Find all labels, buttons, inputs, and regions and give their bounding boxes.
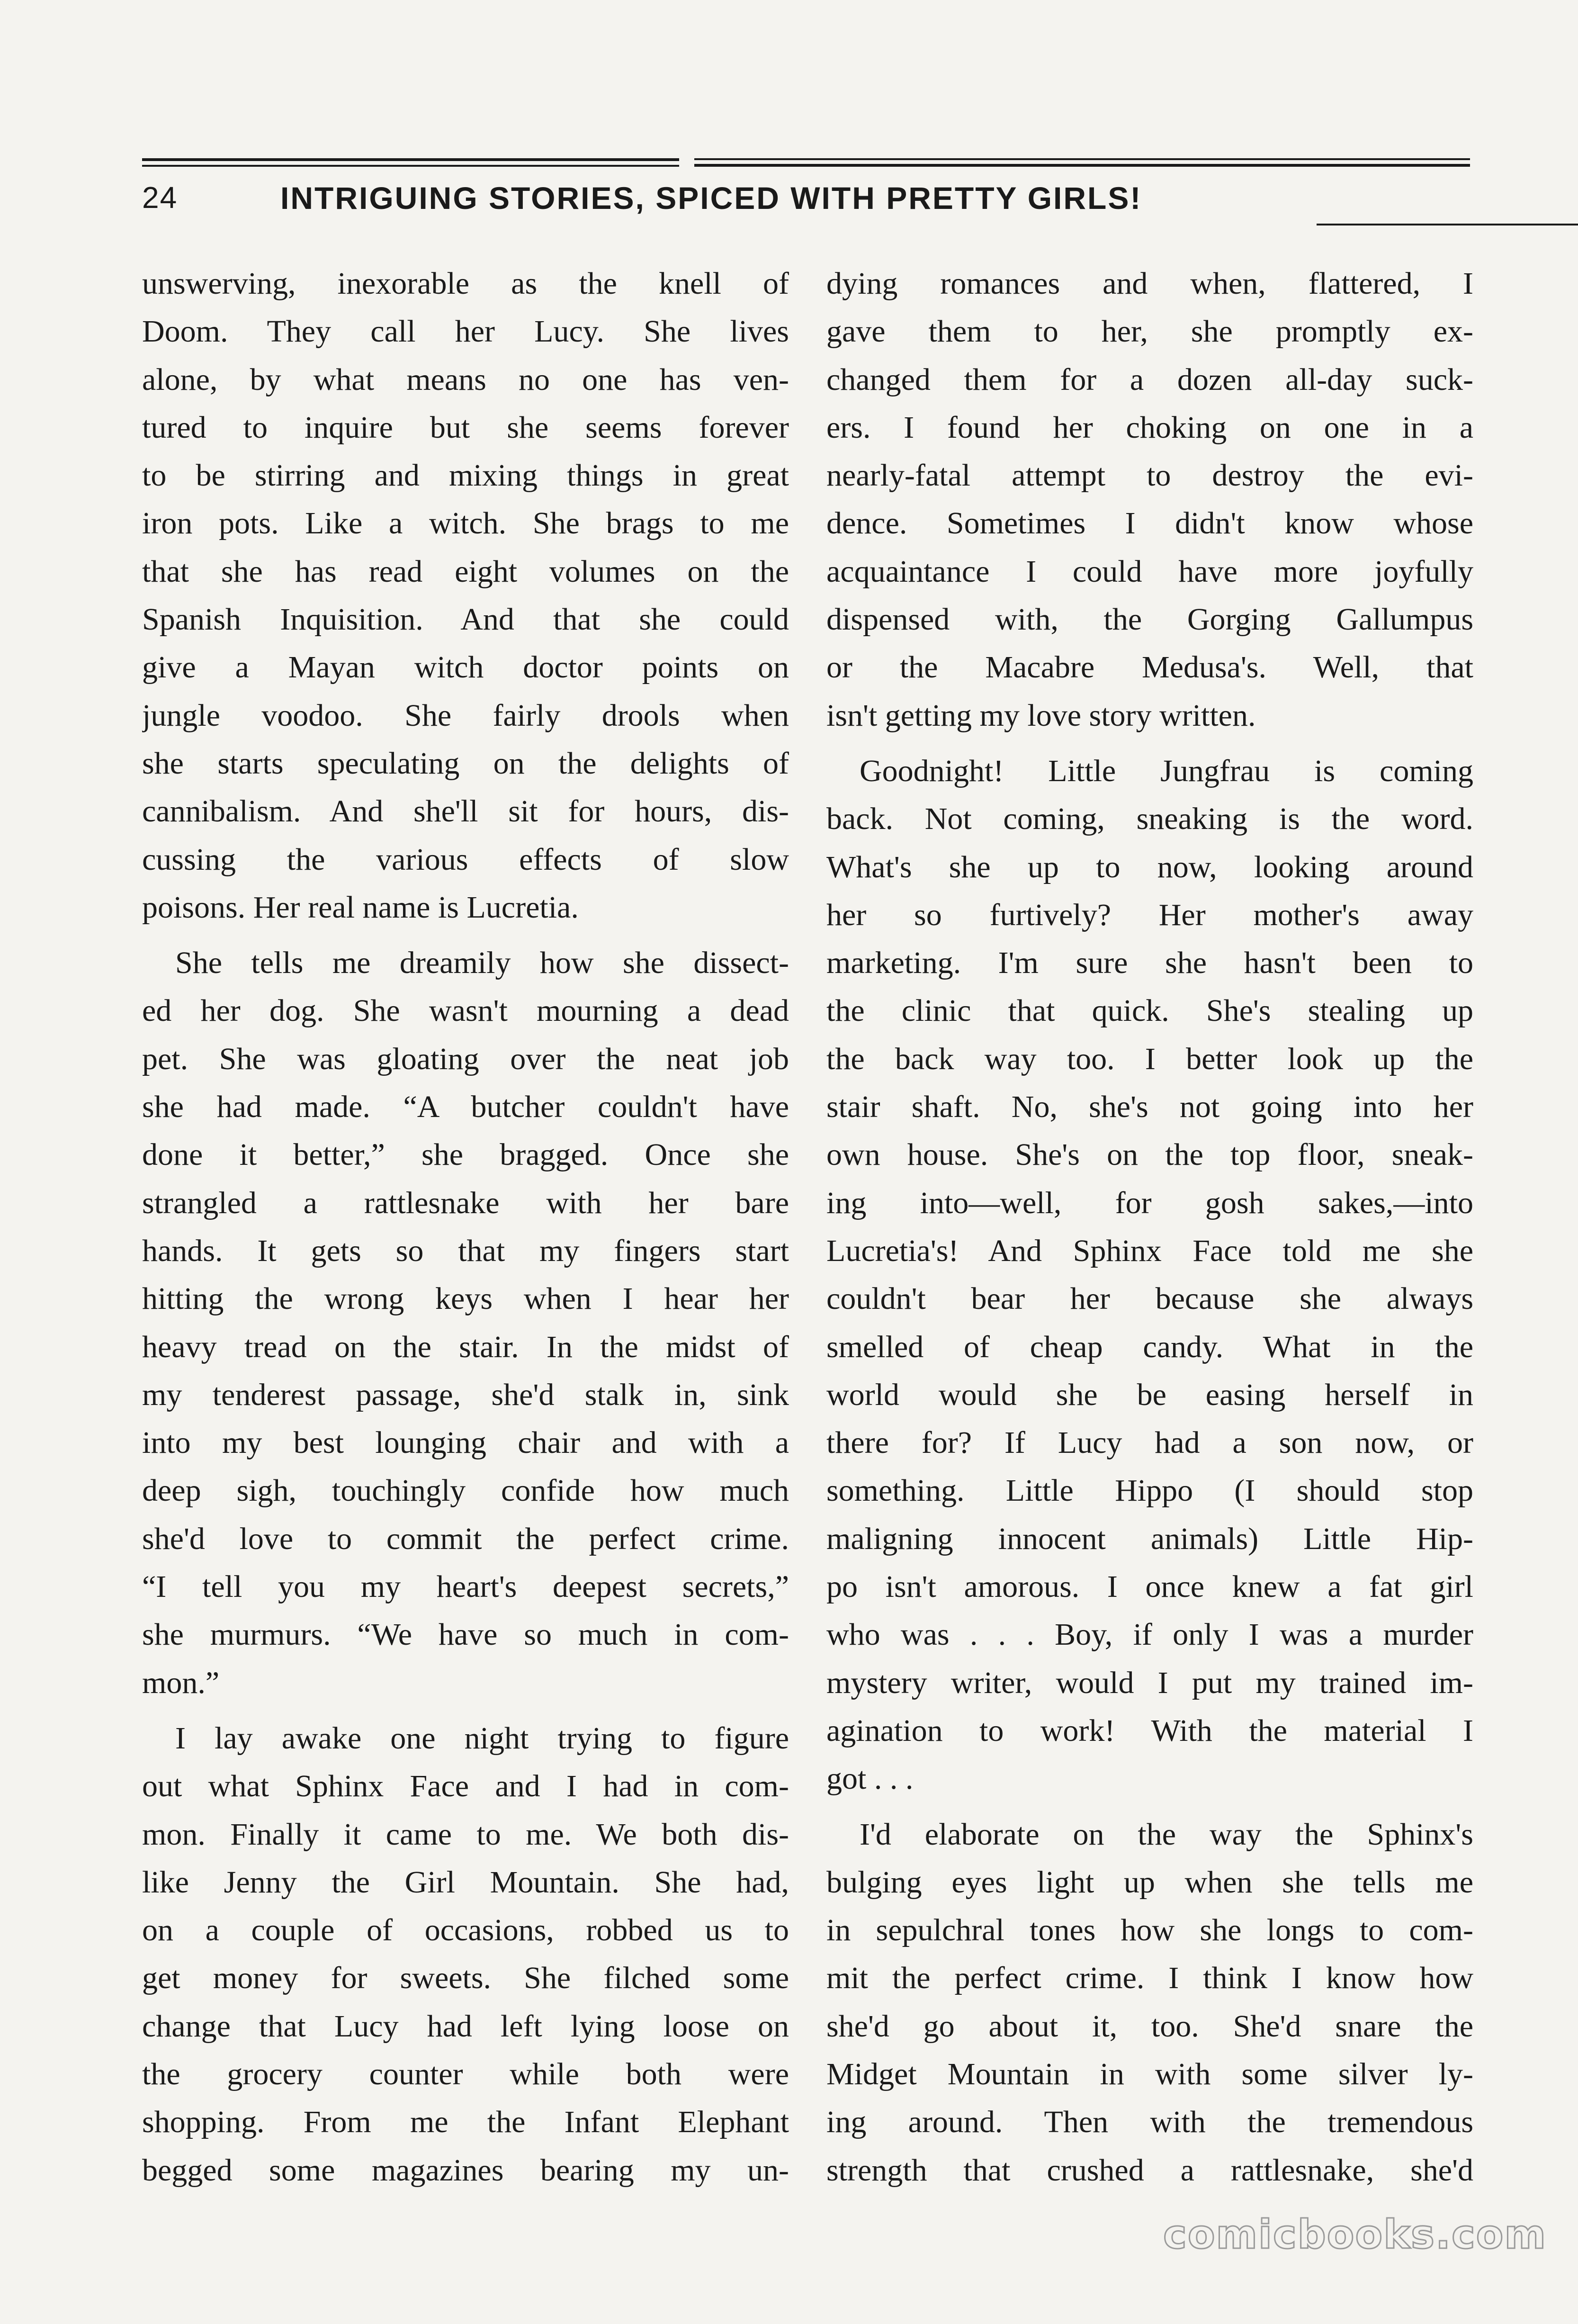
text-line: world would she be easing herself in	[826, 1377, 1473, 1412]
text-line: acquaintance I could have more joyfully	[826, 554, 1473, 589]
text-line: changed them for a dozen all-day suck-	[826, 362, 1473, 397]
text-line: begged some magazines bearing my un-	[142, 2153, 789, 2188]
header-rule	[142, 165, 679, 167]
text-line: unswerving, inexorable as the knell of	[142, 266, 789, 301]
text-line: give a Mayan witch doctor points on	[142, 650, 789, 685]
running-head	[142, 176, 1470, 219]
text-line: back. Not coming, sneaking is the word.	[826, 802, 1473, 837]
text-line: or the Macabre Medusa's. Well, that	[826, 650, 1473, 685]
text-line: there for? If Lucy had a son now, or	[826, 1425, 1473, 1460]
text-line: something. Little Hippo (I should stop	[826, 1473, 1473, 1508]
text-line: that she has read eight volumes on the	[142, 554, 789, 589]
text-line: pet. She was gloating over the neat job	[142, 1041, 789, 1076]
header-rule	[142, 158, 679, 161]
text-line: change that Lucy had left lying loose on	[142, 2009, 789, 2044]
running-title: INTRIGUING STORIES, SPICED WITH PRETTY GIRLS!	[280, 180, 1142, 216]
text-line: the clinic that quick. She's stealing up	[826, 993, 1473, 1028]
text-line: like Jenny the Girl Mountain. She had,	[142, 1865, 789, 1900]
text-line: the back way too. I better look up the	[826, 1041, 1473, 1076]
text-line: she'd go about it, too. She'd snare the	[826, 2009, 1473, 2044]
text-line: I lay awake one night trying to figure	[175, 1720, 789, 1756]
text-line: cussing the various effects of slow	[142, 842, 789, 877]
text-line: ing around. Then with the tremendous	[826, 2105, 1473, 2140]
text-line: the grocery counter while both were	[142, 2056, 789, 2091]
text-line: tured to inquire but she seems forever	[142, 410, 789, 445]
text-line: she'd love to commit the perfect crime.	[142, 1521, 789, 1556]
text-line: What's she up to now, looking around	[826, 849, 1473, 884]
text-line: marketing. I'm sure she hasn't been to	[826, 946, 1473, 981]
text-line: get money for sweets. She filched some	[142, 1961, 789, 1996]
text-line: poisons. Her real name is Lucretia.	[142, 890, 579, 925]
text-line: nearly-fatal attempt to destroy the evi-	[826, 458, 1473, 493]
text-line: alone, by what means no one has ven-	[142, 362, 789, 397]
text-line: Midget Mountain in with some silver ly-	[826, 2056, 1473, 2091]
text-line: “I tell you my heart's deepest secrets,”	[142, 1569, 789, 1604]
text-line: she murmurs. “We have so much in com-	[142, 1617, 789, 1652]
text-line: ing into—well, for gosh sakes,—into	[826, 1185, 1473, 1220]
text-line: maligning innocent animals) Little Hip-	[826, 1521, 1473, 1556]
page-number: 24	[142, 180, 178, 215]
text-line: strength that crushed a rattlesnake, she'd	[826, 2153, 1473, 2188]
text-line: mit the perfect crime. I think I know how	[826, 1961, 1473, 1996]
text-line: isn't getting my love story written.	[826, 698, 1256, 733]
left-column	[142, 260, 789, 2194]
text-line: dying romances and when, flattered, I	[826, 266, 1473, 301]
header-rule	[694, 164, 1470, 167]
text-line: cannibalism. And she'll sit for hours, dis-	[142, 794, 789, 829]
text-line: mon. Finally it came to me. We both dis-	[142, 1817, 789, 1852]
text-line: shopping. From me the Infant Elephant	[142, 2105, 789, 2140]
text-line: po isn't amorous. I once knew a fat girl	[826, 1569, 1473, 1604]
text-line: dispensed with, the Gorging Gallumpus	[826, 602, 1473, 637]
text-line: she had made. “A butcher couldn't have	[142, 1090, 789, 1125]
text-line: smelled of cheap candy. What in the	[826, 1329, 1473, 1364]
text-line: got . . .	[826, 1761, 914, 1796]
text-line: Lucretia's! And Sphinx Face told me she	[826, 1233, 1473, 1268]
text-line: deep sigh, touchingly confide how much	[142, 1473, 789, 1508]
text-line: to be stirring and mixing things in great	[142, 458, 789, 493]
text-line: her so furtively? Her mother's away	[826, 897, 1473, 932]
title-underline	[1317, 224, 1578, 225]
text-line: in sepulchral tones how she longs to com-	[826, 1913, 1473, 1948]
text-line: Doom. They call her Lucy. She lives	[142, 314, 789, 349]
text-line: mon.”	[142, 1665, 220, 1700]
text-line: Goodnight! Little Jungfrau is coming	[860, 753, 1473, 788]
text-line: jungle voodoo. She fairly drools when	[142, 698, 789, 733]
text-line: Spanish Inquisition. And that she could	[142, 602, 789, 637]
text-line: She tells me dreamily how she dissect-	[175, 946, 789, 981]
text-line: heavy tread on the stair. In the midst of	[142, 1329, 789, 1364]
text-line: hands. It gets so that my fingers start	[142, 1233, 789, 1268]
watermark: comicbooks.com	[1163, 2211, 1547, 2258]
text-line: ed her dog. She wasn't mourning a dead	[142, 993, 789, 1028]
text-line: bulging eyes light up when she tells me	[826, 1865, 1473, 1900]
text-line: dence. Sometimes I didn't know whose	[826, 506, 1473, 541]
text-line: done it better,” she bragged. Once she	[142, 1137, 789, 1172]
header-rules	[142, 158, 1470, 177]
text-line: mystery writer, would I put my trained im-	[826, 1665, 1473, 1700]
text-line: gave them to her, she promptly ex-	[826, 314, 1473, 349]
text-line: my tenderest passage, she'd stalk in, sink	[142, 1377, 789, 1412]
text-line: own house. She's on the top floor, sneak-	[826, 1137, 1473, 1172]
text-line: strangled a rattlesnake with her bare	[142, 1185, 789, 1220]
text-line: stair shaft. No, she's not going into her	[826, 1090, 1473, 1125]
text-line: hitting the wrong keys when I hear her	[142, 1281, 789, 1316]
text-line: who was . . . Boy, if only I was a murder	[826, 1617, 1473, 1652]
text-line: I'd elaborate on the way the Sphinx's	[860, 1817, 1473, 1852]
header-rule	[694, 158, 1470, 160]
text-line: she starts speculating on the delights of	[142, 746, 789, 781]
text-line: out what Sphinx Face and I had in com-	[142, 1769, 789, 1804]
text-line: on a couple of occasions, robbed us to	[142, 1913, 789, 1948]
text-line: agination to work! With the material I	[826, 1713, 1473, 1748]
text-line: into my best lounging chair and with a	[142, 1425, 789, 1460]
right-column	[826, 260, 1473, 2194]
text-line: couldn't bear her because she always	[826, 1281, 1473, 1316]
text-line: ers. I found her choking on one in a	[826, 410, 1473, 445]
text-line: iron pots. Like a witch. She brags to me	[142, 506, 789, 541]
